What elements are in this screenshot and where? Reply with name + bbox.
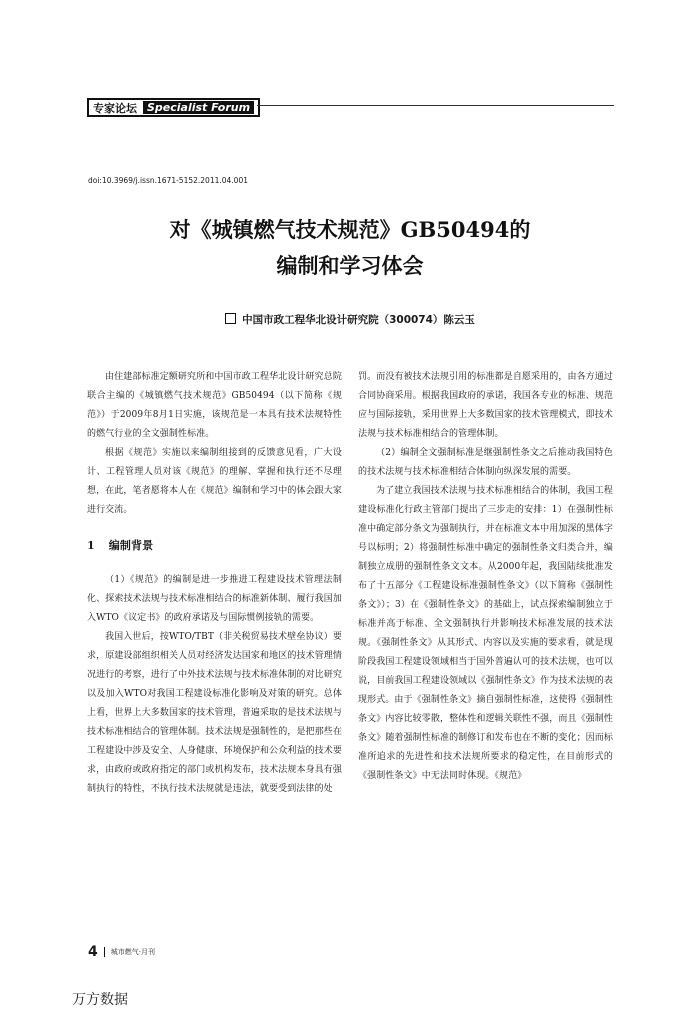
author-line (80, 312, 620, 327)
body-paragraph: 罚。而没有被技术法规引用的标准都是自愿采用的，由各方通过合同协商采用。根据我国政府的承诺，我国各专业的标准、规范应与国际接轨，采用世界上大多数国家的技术管理模式，即技术法规与技术标准相结合的管理体制。 (358, 372, 613, 439)
section-number: 1 (87, 539, 95, 552)
header-rule (257, 105, 614, 106)
page-footer (88, 944, 155, 960)
section-badge (87, 98, 260, 117)
section-header (87, 94, 614, 118)
body-paragraph: （1）《规范》的编制是进一步推进工程建设技术管理法制化、探索技术法规与技术标准相结合的标准新体制、履行我国加入WTO《议定书》的政府承诺及与国际惯例接轨的需要。 (87, 575, 342, 623)
author-text: 中国市政工程华北设计研究院（300074）陈云玉 (242, 314, 475, 326)
intro-paragraph: 根据《规范》实施以来编制组接到的反馈意见看，广大设计、工程管理人员对该《规范》的理解、掌握和执行还不尽理想，在此，笔者愿将本人在《规范》编制和学习中的体会跟大家进行交流。 (87, 448, 342, 515)
doi-text: doi:10.3969/j.issn.1671-5152.2011.04.001 (88, 176, 248, 185)
page-number: 4 (88, 944, 98, 960)
body-paragraph: 我国入世后，按WTO/TBT（非关税贸易技术壁垒协议）要求，原建设部组织相关人员对经济发达国家和地区的技术管理情况进行的考察，进行了中外技术法规与技术标准体制的对比研究以及加入WTO对我国工程建设标准化影响及对策的研究。总体上看，世界上大多数国家的技术管理，普遍采取的是技术法规与技术标准相结合的管理体制。技术法规是强制性的，是把那些在工程建设中涉及安全、人身健康、环境保护和公众利益的技术要求，由政府或政府指定的部门或机构发布，技术法规本身具有强制执行的特性，不执行技术法规就是违法，就要受到法律的处 (87, 632, 342, 794)
right-column (358, 368, 613, 786)
body-paragraph: 为了建立我国技术法规与技术标准相结合的体制，我国工程建设标准化行政主管部门提出了三步走的安排：1）在强制性标准中确定部分条文为强制执行，并在标准文本中用加深的黑体字号以标明；2）将强制性标准中确定的强制性条文归类合并，编制独立成册的强制性条文文本。从2000年起，我国陆续批准发布了十五部分《工程建设标准强制性条文》（以下简称《强制性条文》）；3）在《强制性条文》的基础上，试点探索编制独立于标准并高于标准、全文强制执行并影响技术标准发展的技术法规。《强制性条文》从其形式、内容以及实施的要求看，就是现阶段我国工程建设领域相当于国外普遍认可的技术法规，也可以说，目前我国工程建设领域以《强制性条文》作为技术法规的表现形式。由于《强制性条文》摘自强制性标准，这使得《强制性条文》内容比较零散，整体性和逻辑关联性不强，而且《强制性条文》随着强制性标准的制修订和发布也在不断的变化；因而标准所追求的先进性和技术法规所要求的稳定性，在目前形式的《强制性条文》中无法同时体现。《规范》 (358, 486, 613, 781)
journal-name: 城市燃气·月刊 (104, 947, 155, 957)
title-line-1: 对《城镇燃气技术规范》GB50494的 (169, 217, 531, 242)
section-label-en: Specialist Forum (143, 101, 254, 114)
watermark: 万方数据 (72, 992, 128, 1008)
title-line-2: 编制和学习体会 (276, 253, 424, 278)
square-bullet-icon (225, 313, 236, 324)
section-label-cn: 专家论坛 (93, 101, 137, 115)
intro-paragraph: 由住建部标准定额研究所和中国市政工程华北设计研究总院联合主编的《城镇燃气技术规范》GB50494（以下简称《规范》）于2009年8月1日实施，该规范是一本具有技术法规特性的燃气行业的全文强制性标准。 (87, 372, 342, 439)
body-paragraph: （2）编制全文强制标准是继强制性条文之后推动我国特色的技术法规与技术标准相结合体制向纵深发展的需要。 (358, 448, 613, 477)
left-column (87, 368, 342, 799)
section-heading (87, 536, 342, 555)
section-title: 编制背景 (108, 539, 154, 552)
